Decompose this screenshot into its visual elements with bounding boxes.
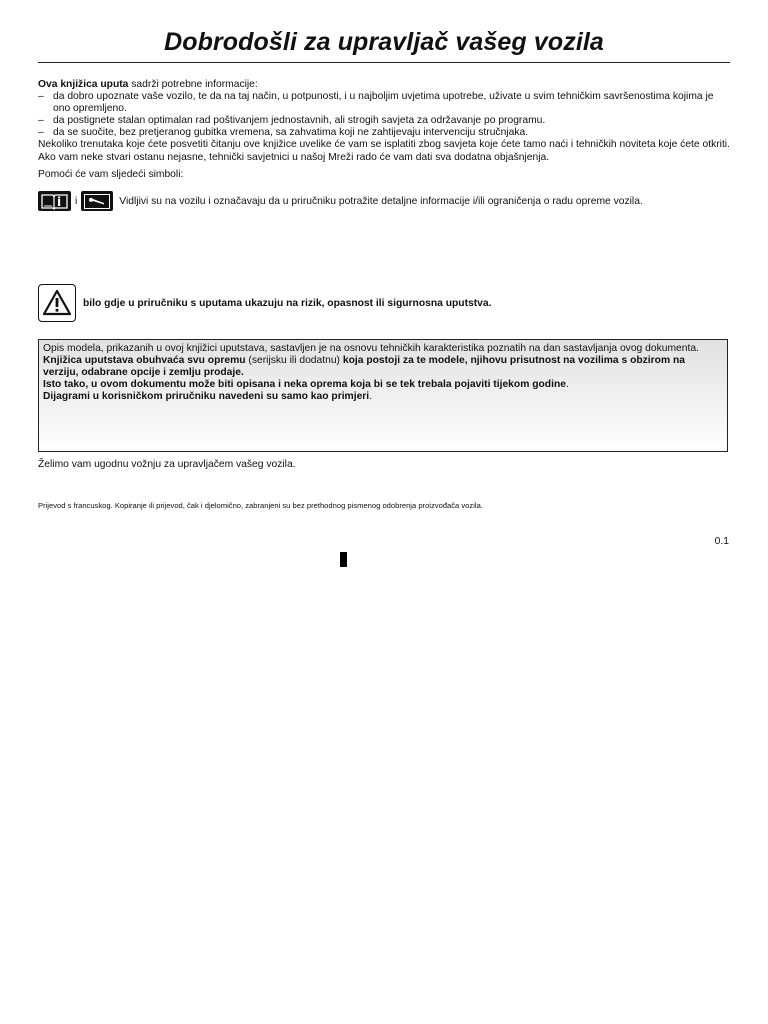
list-item xyxy=(38,127,731,139)
disclaimer-p2-bold-b: koja postoji za te modele, njihovu prisutnost na vozilima s obzirom na verziju, odabrane opcije i zemlju prodaje. xyxy=(43,355,685,379)
wrench-icon xyxy=(81,191,113,211)
page-number: 0.1 xyxy=(714,536,729,547)
symbols-line xyxy=(38,191,643,211)
intro-lead xyxy=(38,79,731,91)
disclaimer-p4-bold: Dijagrami u korisničkom priručniku navedeni su samo kao primjeri xyxy=(43,391,370,403)
intro-lead-bold: Ova knjižica uputa xyxy=(38,79,129,90)
disclaimer-p2-bold-a: Knjižica uputstava obuhvaća svu opremu xyxy=(43,355,246,367)
footnote: Prijevod s francuskog. Kopiranje ili prijevod, čak i djelomično, zabranjeni su bez prethodnog pismenog odobrenja proizvođača vozila. xyxy=(38,501,483,510)
disclaimer-p2-normal: (serijsku ili dodatnu) xyxy=(245,355,343,367)
text-cursor-marker xyxy=(340,552,347,567)
manual-info-icon xyxy=(38,191,71,211)
dash-marker: – xyxy=(38,91,44,103)
warning-triangle-icon xyxy=(38,284,76,322)
disclaimer-p4 xyxy=(43,391,723,403)
list-item-text: da dobro upoznate vaše vozilo, te da na taj način, u potpunosti, i u najboljim uvjetima upotrebe, uživate u svim tehničkim savršenostima kojima je ono opremljeno. xyxy=(53,91,714,115)
intro-section xyxy=(38,79,731,164)
symbols-intro: Pomoći će vam sljedeći simboli: xyxy=(38,169,184,180)
disclaimer-p2 xyxy=(43,355,723,379)
warning-text: bilo gdje u priručniku s uputama ukazuju na rizik, opasnost ili sigurnosna uputstva. xyxy=(83,297,492,309)
page-title: Dobrodošli za upravljač vašeg vozila xyxy=(164,28,604,56)
intro-paragraph: Nekoliko trenutaka koje ćete posvetiti čitanju ove knjižice uvelike će vam se isplatiti zbog savjeta koje ćete tamo naći i tehničkih noviteta koje ćete otkriti. Ako vam neke stvari ostanu nejasne, tehnički savjetnici u našoj Mreži rado će vam dati sva dodatna objašnjenja. xyxy=(38,139,730,163)
intro-lead-rest: sadrži potrebne informacije: xyxy=(128,79,258,90)
title-divider xyxy=(38,62,730,63)
symbols-description: Vidljivi su na vozilu i označavaju da u priručniku potražite detaljne informacije i/ili ograničenja o radu opreme vozila. xyxy=(119,195,643,207)
list-item xyxy=(38,115,731,127)
closing-text: Želimo vam ugodnu vožnju za upravljačem vašeg vozila. xyxy=(38,459,296,470)
disclaimer-p3 xyxy=(43,379,723,391)
disclaimer-p1: Opis modela, prikazanih u ovoj knjižici uputstava, sastavljen je na osnovu tehničkih karakteristika poznatih na dan sastavljanja ovog dokumenta. xyxy=(43,343,699,354)
symbols-separator: i xyxy=(75,195,78,207)
dash-marker: – xyxy=(38,127,44,139)
list-item-text: da se suočite, bez pretjeranog gubitka vremena, sa zahvatima koji ne zahtijevaju intervenciju stručnjaka. xyxy=(53,127,529,139)
warning-row xyxy=(38,284,492,322)
dash-marker: – xyxy=(38,115,44,127)
disclaimer-p4-end: . xyxy=(369,391,373,403)
list-item-text: da postignete stalan optimalan rad poštivanjem jednostavnih, ali strogih savjeta za održavanje po programu. xyxy=(53,115,546,127)
disclaimer-p3-end: . xyxy=(565,379,569,391)
disclaimer-box xyxy=(38,339,728,452)
disclaimer-p3-bold: Isto tako, u ovom dokumentu može biti opisana i neka oprema koja bi se tek trebala pojaviti tijekom godine xyxy=(43,379,566,391)
list-item xyxy=(38,91,731,115)
